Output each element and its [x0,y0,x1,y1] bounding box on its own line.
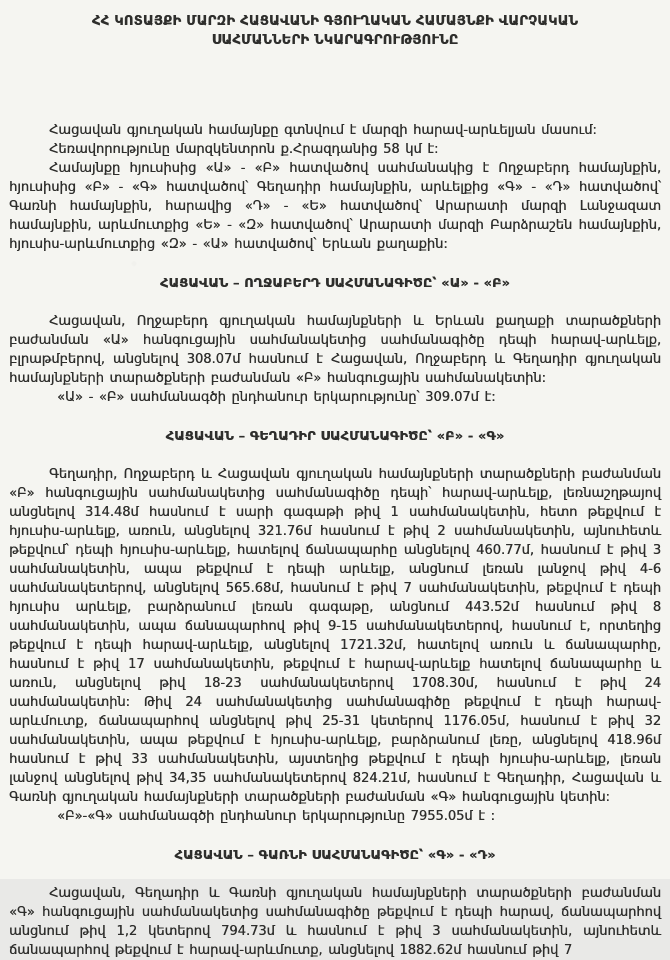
section-summary-length-a-b: «Ա» - «Բ» սահմանագծի ընդհանուր երկարությունը՝ 309.07մ է: [57,390,496,405]
document-title [9,12,661,50]
document-title-line1: ՀՀ ԿՈՏԱՅՔԻ ՄԱՐԶԻ ՀԱՑԱՎԱՆԻ ԳՅՈՒՂԱԿԱՆ ՀԱՄԱՅՆՔԻ ՎԱՐՉԱԿԱՆ [91,14,579,29]
section-heading-hatsavan-garni: ՀԱՑԱՎԱՆ – ԳԱՌՆԻ ՍԱՀՄԱՆԱԳԻԾԸ՝ «Գ» - «Դ» [174,848,496,863]
section-paragraph-border-a-b: Հացավան, Ողջաբերդ գյուղական համայնքների և Երևան քաղաքի տարածքների բաժանման «Ա» հանգուցային սահմանակետից սահմանագիծը դեպի հարավ-արևելք, բլրաթմբերով, անցնելով 308.07մ հասնում է Հացավան, Ողջաբերդ և Գեղադիր գյուղական համայնքների տարածքների բաժանման «Բ» հանգուցային սահմանակետին: [9,314,661,386]
intro-paragraph-location: Հացավան գյուղական համայնքը գտնվում է մարզի հարավ-արևելյան մասում: [49,123,597,138]
section-heading-hatsavan-geghadir: ՀԱՑԱՎԱՆ – ԳԵՂԱԴԻՐ ՍԱՀՄԱՆԱԳԻԾԸ՝ «Բ» - «Գ» [165,429,505,444]
intro-paragraph-neighbors: Համայնքը հյուսիսից «Ա» - «Բ» հատվածով սահմանակից է Ողջաբերդ համայնքին, հյուսիսից «Բ» - «Գ» հատվածով՝ Գեղադիր համայնքին, արևելքից «Գ» - «Դ» հատվածով՝ Գառնի համայնքին, հարավից «Դ» - «Ե» հատվածով՝ Արարատի մարզի Լանջազատ համայնքին, արևմուտքից «Ե» - «Զ» հատվածով՝ Արարատի մարզի Բարձրաշեն համայնքին, հյուսիս-արևմուտքից «Զ» - «Ա» հատվածով՝ Երևան քաղաքին: [9,161,661,252]
section-heading-hatsavan-voghjaberd: ՀԱՑԱՎԱՆ – ՈՂՋԱԲԵՐԴ ՍԱՀՄԱՆԱԳԻԾԸ՝ «Ա» - «Բ» [160,276,510,291]
intro-paragraph-distance: Հեռավորությունը մարզկենտրոն ք.Հրազդանից 58 կմ է: [49,142,439,157]
section-paragraph-border-b-g: Գեղադիր, Ողջաբերդ և Հացավան գյուղական համայնքների տարածքների բաժանման «Բ» հանգուցային սահմանակետից սահմանագիծը դեպի՝ հարավ-արևելք, լեռնաշղթայով անցնելով 314.48մ հասնում է սարի գագաթի թիվ 1 սահմանակետին, հետո թեքվում է հյուսիս-արևելք, առուն, անցնելով 321.76մ հասնում է թիվ 2 սահմանակետին, այնուհետև թեքվում՝ դեպի հյուսիս-արևելք, հատելով ճանապարհը անցնելով 460.77մ, հասնում է թիվ 3 սահմանակետին, ապա թեքվում է դեպի արևելք, անցնում լեռան լանջով թիվ 4-6 սահմանակետերով, անցնելով 565.68մ, հասնում է թիվ 7 սահմանակետին, թեքվում է դեպի հյուսիս արևելք, բարձրանում լեռան գագաթը, անցնում 443.52մ հասնում թիվ 8 սահմանակետին, ապա ճանապարհով թիվ 9-15 սահմանակետերով, հասնում է, որտեղից թեքվում է դեպի հարավ-արևելք, անցնելով 1721.32մ, հատելով առուն և ճանապարհը, հասնում է թիվ 17 սահմանակետին, թեքվում է հարավ-արևելք հատելով ճանապարհը և առուն, անցնելով թիվ 18-23 սահմանակետերով 1708.30մ, հասնում է թիվ 24 սահմանակետին: Թիվ 24 սահմանակետից սահմանագիծը թեքվում է դեպի հարավ-արևմուտք, ճանապարհով անցնելով թիվ 25-31 կետերով 1176.05մ, հասնում է թիվ 32 սահմանակետին, ապա թեքվում է հյուսիս-արևելք, բարձրանում լեռը, անցնելով 418.96մ հասնում է թիվ 33 սահմանակետին, այստեղից թեքվում է դեպի հյուսիս-արևելք, լեռան լանջով անցնելով թիվ 34,35 սահմանակետերով 824.21մ, հասնում է Գեղադիր, Հացավան և Գառնի գյուղական համայնքների տարածքների բաժանման «Գ» հանգուցային կետին: [9,467,661,805]
document-title-line2: ՍԱՀՄԱՆՆԵՐԻ ՆԿԱՐԱԳՐՈՒԹՅՈՒՆԸ [211,33,459,48]
title-spacer [9,50,661,121]
section-summary-length-b-g: «Բ»-«Գ» սահմանագծի ընդհանուր երկարությունը 7955.05մ է : [57,809,495,824]
section-paragraph-border-g-d: Հացավան, Գեղադիր և Գառնի գյուղական համայնքների տարածքների բաժանման «Գ» հանգուցային սահմանակետից սահմանագիծը թեքվում է դեպի հարավ, ճանապարհով անցնում թիվ 1,2 կետերով 794.73մ և հասնում է թիվ 3 սահմանակետին, այնուհետև ճանապարհով թեքվում է հարավ-արևմուտք, անցնելով 1882.62մ հասնում թիվ 7 [9,886,661,958]
